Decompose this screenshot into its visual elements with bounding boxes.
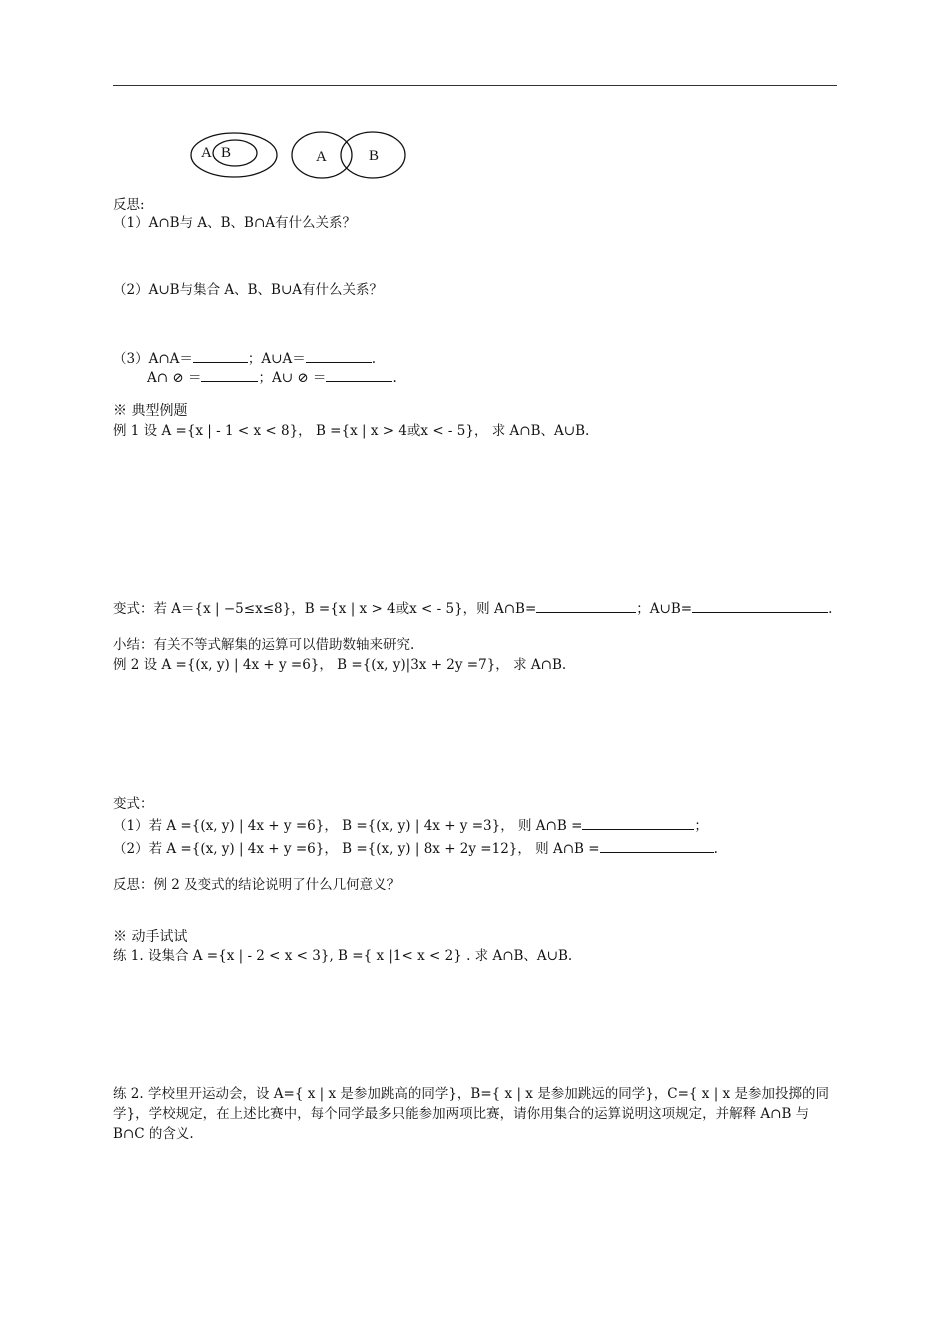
variant2-q1-end: ；	[694, 818, 708, 834]
q3-d-label: ；A∪ ⊘ ＝	[258, 370, 327, 386]
q3-c-label: A∩ ⊘ ＝	[147, 370, 202, 386]
reflection-title: 反思:	[113, 197, 145, 213]
example-2: 例 2 设 A ={(x, y) | 4x + y =6}， B ={(x, y)|3x + 2y =7}， 求 A∩B.	[113, 657, 567, 673]
q3-c-blank[interactable]	[201, 367, 258, 382]
practice-1: 练 1. 设集合 A ={x | - 2 < x < 3}, B ={ x |1< x < 2} . 求 A∩B、A∪B.	[113, 948, 573, 964]
reflection-2: 反思：例 2 及变式的结论说明了什么几何意义？	[113, 877, 401, 893]
variant2-q2-blank[interactable]	[600, 838, 714, 853]
examples-heading: ※ 典型例题	[113, 403, 188, 419]
variant-2-q1	[113, 815, 708, 835]
q3-b-label: ；A∪A＝	[247, 351, 306, 367]
reflection-q2: （2）A∪B与集合 A、B、B∪A有什么关系？	[113, 282, 384, 298]
reflection-q1: （1）A∩B与 A、B、B∩A有什么关系？	[113, 215, 357, 231]
venn-overlap-label-b: B	[369, 148, 380, 164]
summary: 小结：有关不等式解集的运算可以借助数轴来研究.	[113, 637, 415, 653]
variant-1	[113, 598, 832, 618]
venn-subset-label-b: B	[221, 145, 232, 161]
variant-2-title: 变式：	[113, 796, 154, 812]
variant1-union-label: ；A∪B=	[636, 601, 693, 617]
reflection-q3-row2	[147, 367, 397, 387]
venn-diagrams	[180, 125, 420, 185]
variant2-q1-blank[interactable]	[582, 815, 694, 830]
q3-end: .	[371, 351, 377, 367]
header-rule	[113, 85, 837, 86]
variant1-blank-union[interactable]	[692, 598, 828, 613]
practice-2: 练 2. 学校里开运动会，设 A={ x | x 是参加跳高的同学}，B={ x | x 是参加跳远的同学}，C={ x | x 是参加投掷的同学}，学校规定，在上述比赛中，每个同学最多只能参加两项比赛，请你用集合的运算说明这项规定，并解释 A∩B 与 B∩C 的含义.	[113, 1086, 829, 1142]
example-1: 例 1 设 A ={x | - 1 < x < 8}， B ={x | x > 4或x < - 5}， 求 A∩B、A∪B.	[113, 423, 590, 439]
venn-overlap-label-a: A	[316, 149, 327, 165]
venn-subset-label-a: A	[201, 145, 212, 161]
variant2-q1-text: （1）若 A ={(x, y) | 4x + y =6}， B ={(x, y) | 4x + y =3}， 则 A∩B =	[113, 818, 583, 834]
q3-a-label: （3）A∩A＝	[113, 351, 193, 367]
q3-a-blank[interactable]	[193, 348, 248, 363]
q3-d-blank[interactable]	[326, 367, 392, 382]
variant2-q2-text: （2）若 A ={(x, y) | 4x + y =6}， B ={(x, y) | 8x + 2y =12}， 则 A∩B =	[113, 841, 600, 857]
q3-b-blank[interactable]	[306, 348, 372, 363]
variant1-end: .	[828, 601, 833, 617]
variant1-text: 变式：若 A＝{x | −5≤x≤8}，B ={x | x > 4或x < - 5}，则 A∩B=	[113, 601, 537, 617]
variant1-blank-intersection[interactable]	[536, 598, 636, 613]
variant-2-q2	[113, 838, 718, 858]
q3-end2: .	[392, 370, 397, 386]
reflection-q3-row1	[113, 348, 376, 368]
venn-subset-inner-ellipse	[213, 140, 257, 166]
variant2-q2-end: .	[713, 841, 718, 857]
practice-heading: ※ 动手试试	[113, 929, 188, 945]
